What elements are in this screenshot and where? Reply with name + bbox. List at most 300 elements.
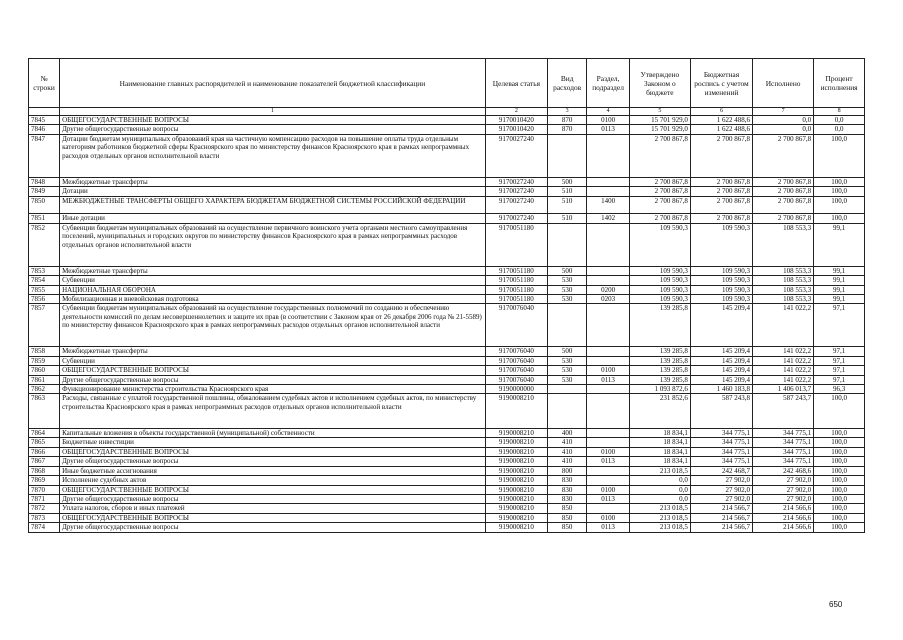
target-article-cell: 9190008210 [485, 476, 547, 485]
section-cell: 0100 [587, 485, 629, 494]
percent-cell: 97,1 [814, 366, 865, 375]
section-cell: 0113 [587, 523, 629, 532]
percent-cell: 0,0 [814, 116, 865, 125]
table-row [29, 494, 865, 503]
budget-list-amount-cell: 145 209,4 [690, 347, 752, 356]
target-article-cell: 9170076040 [485, 304, 547, 347]
expense-type-cell [547, 385, 586, 394]
name-cell: Исполнение судебных актов [60, 476, 486, 485]
row-number-cell: 7846 [29, 125, 60, 134]
executed-amount-cell: 587 243,7 [753, 394, 814, 429]
executed-amount-cell: 0,0 [753, 125, 814, 134]
section-cell [587, 347, 629, 356]
percent-cell: 100,0 [814, 134, 865, 177]
section-cell [587, 438, 629, 447]
section-cell [587, 394, 629, 429]
target-article-cell: 9170051180 [485, 223, 547, 266]
approved-amount-cell: 231 852,6 [629, 394, 690, 429]
row-number-cell: 7848 [29, 177, 60, 186]
section-cell [587, 304, 629, 347]
target-article-cell: 9170051180 [485, 295, 547, 304]
approved-amount-cell: 18 834,1 [629, 438, 690, 447]
table-row [29, 523, 865, 532]
section-cell: 0113 [587, 375, 629, 384]
percent-cell: 100,0 [814, 523, 865, 532]
executed-amount-cell: 141 022,2 [753, 304, 814, 347]
expense-type-cell: 530 [547, 276, 586, 285]
budget-execution-table [28, 58, 865, 533]
target-article-cell: 9170027240 [485, 177, 547, 186]
target-article-cell: 9170010420 [485, 125, 547, 134]
name-cell: МЕЖБЮДЖЕТНЫЕ ТРАНСФЕРТЫ ОБЩЕГО ХАРАКТЕРА БЮДЖЕТАМ БЮДЖЕТНОЙ СИСТЕМЫ РОССИЙСКОЙ ФЕДЕРАЦИИ [60, 196, 486, 214]
name-cell: Другие общегосударственные вопросы [60, 125, 486, 134]
executed-amount-cell: 108 553,3 [753, 223, 814, 266]
row-number-cell: 7853 [29, 266, 60, 275]
executed-amount-cell: 2 700 867,8 [753, 134, 814, 177]
name-cell: Бюджетные инвестиции [60, 438, 486, 447]
approved-amount-cell: 139 285,8 [629, 304, 690, 347]
header-executed: Исполнено [753, 59, 814, 108]
executed-amount-cell: 344 775,1 [753, 447, 814, 456]
percent-cell: 100,0 [814, 214, 865, 223]
expense-type-cell: 500 [547, 347, 586, 356]
expense-type-cell: 510 [547, 187, 586, 196]
target-article-cell: 9170027240 [485, 196, 547, 214]
target-article-cell: 9190000000 [485, 385, 547, 394]
section-cell [587, 356, 629, 365]
table-row [29, 196, 865, 214]
budget-list-amount-cell: 145 209,4 [690, 304, 752, 347]
row-number-cell: 7847 [29, 134, 60, 177]
name-cell: Межбюджетные трансферты [60, 347, 486, 356]
approved-amount-cell: 213 018,5 [629, 466, 690, 475]
budget-list-amount-cell: 109 590,3 [690, 266, 752, 275]
name-cell: Мобилизационная и вневойсковая подготовка [60, 295, 486, 304]
target-article-cell: 9190008210 [485, 485, 547, 494]
executed-amount-cell: 344 775,1 [753, 438, 814, 447]
row-number-cell: 7854 [29, 276, 60, 285]
section-cell [587, 476, 629, 485]
percent-cell: 97,1 [814, 347, 865, 356]
table-row [29, 187, 865, 196]
name-cell: Иные дотации [60, 214, 486, 223]
expense-type-cell: 530 [547, 366, 586, 375]
expense-type-cell: 410 [547, 438, 586, 447]
percent-cell: 100,0 [814, 513, 865, 522]
executed-amount-cell: 108 553,3 [753, 276, 814, 285]
target-article-cell: 9190008210 [485, 466, 547, 475]
row-number-cell: 7874 [29, 523, 60, 532]
approved-amount-cell: 213 018,5 [629, 504, 690, 513]
approved-amount-cell: 139 285,8 [629, 375, 690, 384]
budget-list-amount-cell: 2 700 867,8 [690, 177, 752, 186]
approved-amount-cell: 109 590,3 [629, 266, 690, 275]
row-number-cell: 7861 [29, 375, 60, 384]
executed-amount-cell: 141 022,2 [753, 356, 814, 365]
approved-amount-cell: 2 700 867,8 [629, 196, 690, 214]
row-number-cell: 7864 [29, 429, 60, 438]
expense-type-cell: 530 [547, 295, 586, 304]
name-cell: ОБЩЕГОСУДАРСТВЕННЫЕ ВОПРОСЫ [60, 513, 486, 522]
section-cell: 0200 [587, 285, 629, 294]
percent-cell: 97,1 [814, 356, 865, 365]
section-cell [587, 187, 629, 196]
budget-list-amount-cell: 344 775,1 [690, 438, 752, 447]
section-cell [587, 266, 629, 275]
header-row-number: № строки [29, 59, 60, 108]
name-cell: Дотации бюджетам муниципальных образований края на частичную компенсацию расходов на повышение оплаты труда отдельным категориям работников бюджетной сферы Красноярского края по министерству финансов Красноярского края в рамках непрограммных расходов отдельных органов исполнительной власти [60, 134, 486, 177]
name-cell: Иные бюджетные ассигнования [60, 466, 486, 475]
name-cell: Другие общегосударственные вопросы [60, 457, 486, 466]
row-number-cell: 7860 [29, 366, 60, 375]
expense-type-cell: 510 [547, 214, 586, 223]
target-article-cell: 9170027240 [485, 214, 547, 223]
percent-cell: 99,1 [814, 295, 865, 304]
expense-type-cell [547, 394, 586, 429]
row-number-cell: 7865 [29, 438, 60, 447]
row-number-cell: 7868 [29, 466, 60, 475]
header-target-article: Целевая статья [485, 59, 547, 108]
section-cell: 0113 [587, 125, 629, 134]
expense-type-cell: 510 [547, 196, 586, 214]
target-article-cell: 9190008210 [485, 504, 547, 513]
target-article-cell: 9190008210 [485, 394, 547, 429]
budget-list-amount-cell: 109 590,3 [690, 223, 752, 266]
name-cell: НАЦИОНАЛЬНАЯ ОБОРОНА [60, 285, 486, 294]
table-row [29, 347, 865, 356]
executed-amount-cell: 0,0 [753, 116, 814, 125]
section-cell: 0113 [587, 457, 629, 466]
table-row [29, 134, 865, 177]
row-number-cell: 7852 [29, 223, 60, 266]
table-row [29, 125, 865, 134]
row-number-cell: 7859 [29, 356, 60, 365]
approved-amount-cell: 213 018,5 [629, 523, 690, 532]
approved-amount-cell: 2 700 867,8 [629, 134, 690, 177]
table-row [29, 385, 865, 394]
row-number-cell: 7862 [29, 385, 60, 394]
name-cell: Расходы, связанные с уплатой государственной пошлины, обжалованием судебных актов и исполнением судебных актов, по министерству строительства Красноярского края в рамках непрограммных расходов отдельных органов исполнительной власти [60, 394, 486, 429]
header-approved: Утверждено Законом о бюджете [629, 59, 690, 108]
table-header-row [29, 59, 865, 108]
column-index: 5 [629, 108, 690, 116]
name-cell: Капитальные вложения в объекты государственной (муниципальной) собственности [60, 429, 486, 438]
approved-amount-cell: 2 700 867,8 [629, 177, 690, 186]
expense-type-cell: 830 [547, 476, 586, 485]
expense-type-cell: 500 [547, 266, 586, 275]
percent-cell: 100,0 [814, 485, 865, 494]
section-cell [587, 466, 629, 475]
budget-list-amount-cell: 109 590,3 [690, 276, 752, 285]
percent-cell: 100,0 [814, 457, 865, 466]
budget-list-amount-cell: 587 243,8 [690, 394, 752, 429]
budget-list-amount-cell: 145 209,4 [690, 356, 752, 365]
approved-amount-cell: 139 285,8 [629, 366, 690, 375]
header-expense-type: Вид расходов [547, 59, 586, 108]
executed-amount-cell: 2 700 867,8 [753, 187, 814, 196]
budget-list-amount-cell: 214 566,7 [690, 513, 752, 522]
percent-cell: 100,0 [814, 429, 865, 438]
approved-amount-cell: 139 285,8 [629, 356, 690, 365]
header-section: Раздел, подраздел [587, 59, 629, 108]
table-row [29, 429, 865, 438]
table-row [29, 304, 865, 347]
approved-amount-cell: 2 700 867,8 [629, 187, 690, 196]
executed-amount-cell: 214 566,6 [753, 513, 814, 522]
executed-amount-cell: 1 406 013,7 [753, 385, 814, 394]
expense-type-cell: 400 [547, 429, 586, 438]
target-article-cell: 9170076040 [485, 347, 547, 356]
table-row [29, 447, 865, 456]
budget-list-amount-cell: 27 902,0 [690, 485, 752, 494]
page-number: 650 [829, 600, 843, 609]
table-row [29, 214, 865, 223]
approved-amount-cell: 109 590,3 [629, 223, 690, 266]
row-number-cell: 7850 [29, 196, 60, 214]
name-cell: Уплата налогов, сборов и иных платежей [60, 504, 486, 513]
column-index-blank [29, 108, 60, 116]
row-number-cell: 7851 [29, 214, 60, 223]
section-cell: 0100 [587, 447, 629, 456]
section-cell: 0203 [587, 295, 629, 304]
percent-cell: 99,1 [814, 276, 865, 285]
table-body [29, 116, 865, 533]
budget-list-amount-cell: 1 622 488,6 [690, 125, 752, 134]
expense-type-cell: 830 [547, 485, 586, 494]
budget-list-amount-cell: 242 468,7 [690, 466, 752, 475]
table-row [29, 177, 865, 186]
table-row [29, 375, 865, 384]
percent-cell: 100,0 [814, 504, 865, 513]
budget-list-amount-cell: 145 209,4 [690, 366, 752, 375]
table-row [29, 476, 865, 485]
approved-amount-cell: 109 590,3 [629, 295, 690, 304]
table-row [29, 394, 865, 429]
header-budget-list: Бюджетная роспись с учетом изменений [690, 59, 752, 108]
executed-amount-cell: 344 775,1 [753, 457, 814, 466]
name-cell: Другие общегосударственные вопросы [60, 523, 486, 532]
target-article-cell: 9170027240 [485, 134, 547, 177]
section-cell: 0100 [587, 366, 629, 375]
percent-cell: 100,0 [814, 466, 865, 475]
name-cell: Другие общегосударственные вопросы [60, 494, 486, 503]
section-cell: 1402 [587, 214, 629, 223]
executed-amount-cell: 2 700 867,8 [753, 214, 814, 223]
executed-amount-cell: 27 902,0 [753, 494, 814, 503]
section-cell: 0100 [587, 116, 629, 125]
approved-amount-cell: 213 018,5 [629, 513, 690, 522]
target-article-cell: 9190008210 [485, 429, 547, 438]
section-cell [587, 177, 629, 186]
approved-amount-cell: 0,0 [629, 485, 690, 494]
executed-amount-cell: 141 022,2 [753, 366, 814, 375]
budget-list-amount-cell: 344 775,1 [690, 447, 752, 456]
executed-amount-cell: 108 553,3 [753, 295, 814, 304]
row-number-cell: 7855 [29, 285, 60, 294]
section-cell [587, 134, 629, 177]
approved-amount-cell: 0,0 [629, 476, 690, 485]
executed-amount-cell: 2 700 867,8 [753, 177, 814, 186]
table-row [29, 466, 865, 475]
budget-list-amount-cell: 2 700 867,8 [690, 196, 752, 214]
expense-type-cell: 530 [547, 375, 586, 384]
name-cell: Субвенции бюджетам муниципальных образований на осуществление государственных полномочий по созданию и обеспечению деятельности комиссий по делам несовершеннолетних и защите их прав (в соответствии с Законом края от 26 декабря 2006 года № 21-5589) по министерству финансов Красноярского края в рамках непрограммных расходов отдельных органов исполнительной власти [60, 304, 486, 347]
target-article-cell: 9170010420 [485, 116, 547, 125]
budget-list-amount-cell: 344 775,1 [690, 429, 752, 438]
column-index-row [29, 108, 865, 116]
expense-type-cell: 850 [547, 513, 586, 522]
row-number-cell: 7869 [29, 476, 60, 485]
budget-list-amount-cell: 2 700 867,8 [690, 134, 752, 177]
budget-list-amount-cell: 109 590,3 [690, 295, 752, 304]
percent-cell: 100,0 [814, 394, 865, 429]
expense-type-cell [547, 223, 586, 266]
column-index: 2 [485, 108, 547, 116]
target-article-cell: 9170051180 [485, 276, 547, 285]
target-article-cell: 9190008210 [485, 438, 547, 447]
row-number-cell: 7870 [29, 485, 60, 494]
row-number-cell: 7873 [29, 513, 60, 522]
executed-amount-cell: 141 022,2 [753, 375, 814, 384]
expense-type-cell: 410 [547, 447, 586, 456]
approved-amount-cell: 139 285,8 [629, 347, 690, 356]
budget-list-amount-cell: 344 775,1 [690, 457, 752, 466]
percent-cell: 100,0 [814, 187, 865, 196]
section-cell: 0113 [587, 494, 629, 503]
row-number-cell: 7866 [29, 447, 60, 456]
approved-amount-cell: 0,0 [629, 494, 690, 503]
header-name: Наименование главных распорядителей и наименование показателей бюджетной классификации [60, 59, 486, 108]
percent-cell: 100,0 [814, 438, 865, 447]
column-index: 8 [814, 108, 865, 116]
percent-cell: 100,0 [814, 177, 865, 186]
approved-amount-cell: 18 834,1 [629, 429, 690, 438]
name-cell: Субвенции [60, 356, 486, 365]
approved-amount-cell: 1 093 872,6 [629, 385, 690, 394]
expense-type-cell: 830 [547, 494, 586, 503]
table-row [29, 356, 865, 365]
budget-list-amount-cell: 2 700 867,8 [690, 187, 752, 196]
target-article-cell: 9190008210 [485, 513, 547, 522]
budget-list-amount-cell: 214 566,7 [690, 504, 752, 513]
table-row [29, 457, 865, 466]
approved-amount-cell: 18 834,1 [629, 447, 690, 456]
row-number-cell: 7849 [29, 187, 60, 196]
executed-amount-cell: 108 553,3 [753, 266, 814, 275]
executed-amount-cell: 344 775,1 [753, 429, 814, 438]
percent-cell: 99,1 [814, 285, 865, 294]
name-cell: Субвенции [60, 276, 486, 285]
budget-list-amount-cell: 1 622 488,6 [690, 116, 752, 125]
expense-type-cell: 850 [547, 504, 586, 513]
target-article-cell: 9170076040 [485, 375, 547, 384]
table-row [29, 295, 865, 304]
percent-cell: 96,3 [814, 385, 865, 394]
section-cell [587, 504, 629, 513]
expense-type-cell: 870 [547, 116, 586, 125]
executed-amount-cell: 242 468,6 [753, 466, 814, 475]
section-cell: 0100 [587, 513, 629, 522]
approved-amount-cell: 109 590,3 [629, 276, 690, 285]
table-row [29, 485, 865, 494]
row-number-cell: 7856 [29, 295, 60, 304]
expense-type-cell: 410 [547, 457, 586, 466]
approved-amount-cell: 109 590,3 [629, 285, 690, 294]
budget-list-amount-cell: 27 902,0 [690, 476, 752, 485]
table-row [29, 504, 865, 513]
expense-type-cell: 530 [547, 285, 586, 294]
name-cell: ОБЩЕГОСУДАРСТВЕННЫЕ ВОПРОСЫ [60, 366, 486, 375]
percent-cell: 97,1 [814, 304, 865, 347]
target-article-cell: 9190008210 [485, 494, 547, 503]
row-number-cell: 7845 [29, 116, 60, 125]
table-row [29, 266, 865, 275]
name-cell: ОБЩЕГОСУДАРСТВЕННЫЕ ВОПРОСЫ [60, 485, 486, 494]
budget-list-amount-cell: 214 566,7 [690, 523, 752, 532]
section-cell [587, 223, 629, 266]
column-index: 3 [547, 108, 586, 116]
target-article-cell: 9170051180 [485, 266, 547, 275]
percent-cell: 100,0 [814, 196, 865, 214]
table-row [29, 116, 865, 125]
target-article-cell: 9190008210 [485, 523, 547, 532]
expense-type-cell [547, 304, 586, 347]
section-cell [587, 276, 629, 285]
expense-type-cell: 530 [547, 356, 586, 365]
expense-type-cell: 500 [547, 177, 586, 186]
executed-amount-cell: 141 022,2 [753, 347, 814, 356]
executed-amount-cell: 27 902,0 [753, 476, 814, 485]
percent-cell: 0,0 [814, 125, 865, 134]
section-cell [587, 429, 629, 438]
percent-cell: 100,0 [814, 494, 865, 503]
budget-list-amount-cell: 109 590,3 [690, 285, 752, 294]
row-number-cell: 7867 [29, 457, 60, 466]
column-index: 7 [753, 108, 814, 116]
budget-list-amount-cell: 2 700 867,8 [690, 214, 752, 223]
table-row [29, 285, 865, 294]
approved-amount-cell: 15 701 929,0 [629, 116, 690, 125]
name-cell: ОБЩЕГОСУДАРСТВЕННЫЕ ВОПРОСЫ [60, 447, 486, 456]
name-cell: Субвенции бюджетам муниципальных образований на осуществление первичного воинского учета органами местного самоуправления поселений, муниципальных и городских округов по министерству финансов Красноярского края в рамках непрограммных расходов отдельных органов исполнительной власти [60, 223, 486, 266]
approved-amount-cell: 15 701 929,0 [629, 125, 690, 134]
expense-type-cell: 800 [547, 466, 586, 475]
target-article-cell: 9170076040 [485, 356, 547, 365]
approved-amount-cell: 2 700 867,8 [629, 214, 690, 223]
executed-amount-cell: 2 700 867,8 [753, 196, 814, 214]
percent-cell: 100,0 [814, 447, 865, 456]
expense-type-cell: 850 [547, 523, 586, 532]
name-cell: Другие общегосударственные вопросы [60, 375, 486, 384]
executed-amount-cell: 214 566,6 [753, 504, 814, 513]
row-number-cell: 7857 [29, 304, 60, 347]
target-article-cell: 9170076040 [485, 366, 547, 375]
row-number-cell: 7872 [29, 504, 60, 513]
section-cell: 1400 [587, 196, 629, 214]
table-row [29, 366, 865, 375]
column-index: 6 [690, 108, 752, 116]
target-article-cell: 9190008210 [485, 457, 547, 466]
target-article-cell: 9170027240 [485, 187, 547, 196]
table-row [29, 513, 865, 522]
name-cell: Межбюджетные трансферты [60, 177, 486, 186]
row-number-cell: 7871 [29, 494, 60, 503]
row-number-cell: 7858 [29, 347, 60, 356]
expense-type-cell: 870 [547, 125, 586, 134]
name-cell: Функционирование министерства строительства Красноярского края [60, 385, 486, 394]
budget-list-amount-cell: 145 209,4 [690, 375, 752, 384]
table-row [29, 276, 865, 285]
